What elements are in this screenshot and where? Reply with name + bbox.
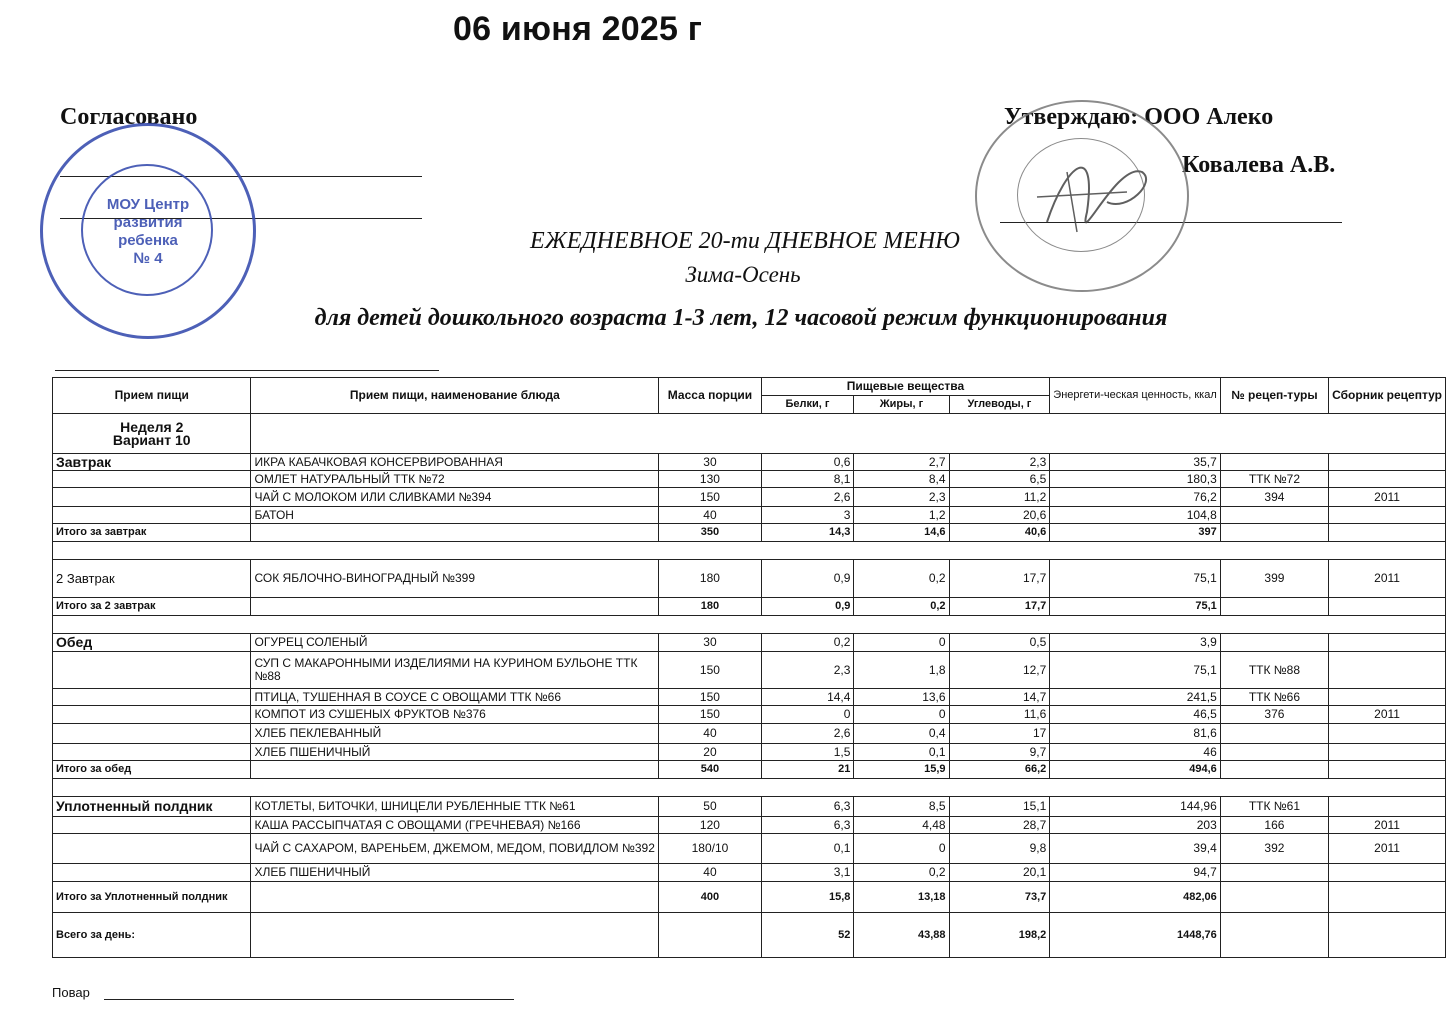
dish-cell: ОГУРЕЦ СОЛЕНЫЙ xyxy=(251,634,659,652)
mass-cell: 180/10 xyxy=(659,834,761,864)
collection-cell xyxy=(1329,744,1446,761)
recipe-cell xyxy=(1220,724,1328,744)
agreed-label: Согласовано xyxy=(60,104,198,130)
meal-cell: 2 Завтрак xyxy=(53,560,251,598)
dish-cell: ИКРА КАБАЧКОВАЯ КОНСЕРВИРОВАННАЯ xyxy=(251,454,659,471)
collection-cell: 2011 xyxy=(1329,834,1446,864)
protein-cell: 2,3 xyxy=(761,652,854,689)
mass-cell: 180 xyxy=(659,598,761,616)
dish-cell: ЧАЙ С МОЛОКОМ ИЛИ СЛИВКАМИ №394 xyxy=(251,488,659,507)
fat-cell: 2,7 xyxy=(854,454,949,471)
meal-cell xyxy=(53,834,251,864)
energy-cell: 39,4 xyxy=(1050,834,1220,864)
protein-cell: 0,1 xyxy=(761,834,854,864)
dish-cell: КАША РАССЫПЧАТАЯ С ОВОЩАМИ (ГРЕЧНЕВАЯ) №166 xyxy=(251,817,659,834)
fat-cell: 15,9 xyxy=(854,761,949,779)
table-total-row xyxy=(53,882,1446,913)
protein-cell: 52 xyxy=(761,913,854,958)
energy-cell: 494,6 xyxy=(1050,761,1220,779)
table-row xyxy=(53,864,1446,882)
fat-cell: 13,6 xyxy=(854,689,949,706)
recipe-cell: 376 xyxy=(1220,706,1328,724)
carbs-cell: 73,7 xyxy=(949,882,1050,913)
header-collection: Сборник рецептур xyxy=(1329,378,1446,414)
protein-cell: 6,3 xyxy=(761,817,854,834)
energy-cell: 75,1 xyxy=(1050,652,1220,689)
dish-cell: ХЛЕБ ПШЕНИЧНЫЙ xyxy=(251,864,659,882)
table-row xyxy=(53,724,1446,744)
carbs-cell: 20,1 xyxy=(949,864,1050,882)
header-recipe: № рецеп-туры xyxy=(1220,378,1328,414)
protein-cell: 1,5 xyxy=(761,744,854,761)
fat-cell: 2,3 xyxy=(854,488,949,507)
signature-line xyxy=(55,370,439,371)
protein-cell: 3,1 xyxy=(761,864,854,882)
meal-cell: Уплотненный полдник xyxy=(53,797,251,817)
approve-label: Утверждаю: ООО Алеко xyxy=(1004,104,1274,130)
collection-cell xyxy=(1329,689,1446,706)
document-date: 06 июня 2025 г xyxy=(453,10,703,48)
collection-cell xyxy=(1329,454,1446,471)
mass-cell: 540 xyxy=(659,761,761,779)
protein-cell: 0,9 xyxy=(761,560,854,598)
recipe-cell xyxy=(1220,744,1328,761)
total-label: Итого за Уплотненный полдник xyxy=(53,882,251,913)
fat-cell: 0,2 xyxy=(854,598,949,616)
energy-cell: 482,06 xyxy=(1050,882,1220,913)
fat-cell: 1,2 xyxy=(854,507,949,524)
energy-cell: 75,1 xyxy=(1050,560,1220,598)
fat-cell: 0,4 xyxy=(854,724,949,744)
table-row xyxy=(53,797,1446,817)
carbs-cell: 198,2 xyxy=(949,913,1050,958)
dish-cell: ХЛЕБ ПЕКЛЕВАННЫЙ xyxy=(251,724,659,744)
mass-cell: 180 xyxy=(659,560,761,598)
dish-cell: КОМПОТ ИЗ СУШЕНЫХ ФРУКТОВ №376 xyxy=(251,706,659,724)
carbs-cell: 20,6 xyxy=(949,507,1050,524)
table-row xyxy=(53,471,1446,488)
dish-cell: СОК ЯБЛОЧНО-ВИНОГРАДНЫЙ №399 xyxy=(251,560,659,598)
recipe-cell: ТТК №66 xyxy=(1220,689,1328,706)
protein-cell: 6,3 xyxy=(761,797,854,817)
mass-cell: 30 xyxy=(659,454,761,471)
mass-cell: 150 xyxy=(659,706,761,724)
mass-cell xyxy=(659,913,761,958)
header-nutrients: Пищевые вещества xyxy=(761,378,1050,396)
carbs-cell: 17,7 xyxy=(949,598,1050,616)
audience-subtitle: для детей дошкольного возраста 1-3 лет, 12 часовой режим функционирования xyxy=(314,305,1168,331)
mass-cell: 40 xyxy=(659,864,761,882)
collection-cell xyxy=(1329,797,1446,817)
cook-label: Повар xyxy=(52,985,90,1000)
protein-cell: 2,6 xyxy=(761,488,854,507)
table-row xyxy=(53,560,1446,598)
carbs-cell: 66,2 xyxy=(949,761,1050,779)
mass-cell: 50 xyxy=(659,797,761,817)
table-total-row xyxy=(53,524,1446,542)
recipe-cell: 392 xyxy=(1220,834,1328,864)
energy-cell: 203 xyxy=(1050,817,1220,834)
stamp-text: МОУ Центр xyxy=(106,196,190,213)
protein-cell: 21 xyxy=(761,761,854,779)
fat-cell: 43,88 xyxy=(854,913,949,958)
energy-cell: 144,96 xyxy=(1050,797,1220,817)
protein-cell: 15,8 xyxy=(761,882,854,913)
meal-cell xyxy=(53,689,251,706)
dish-cell: БАТОН xyxy=(251,507,659,524)
mass-cell: 130 xyxy=(659,471,761,488)
energy-cell: 180,3 xyxy=(1050,471,1220,488)
fat-cell: 0,2 xyxy=(854,560,949,598)
variant-label: Вариант 10 xyxy=(112,431,191,448)
collection-cell xyxy=(1329,724,1446,744)
collection-cell xyxy=(1329,471,1446,488)
energy-cell: 241,5 xyxy=(1050,689,1220,706)
table-row xyxy=(53,706,1446,724)
dish-cell: ПТИЦА, ТУШЕННАЯ В СОУСЕ С ОВОЩАМИ ТТК №66 xyxy=(251,689,659,706)
dish-cell: ЧАЙ С САХАРОМ, ВАРЕНЬЕМ, ДЖЕМОМ, МЕДОМ, ПОВИДЛОМ №392 xyxy=(251,834,659,864)
carbs-cell: 11,6 xyxy=(949,706,1050,724)
collection-cell: 2011 xyxy=(1329,817,1446,834)
carbs-cell: 14,7 xyxy=(949,689,1050,706)
energy-cell: 104,8 xyxy=(1050,507,1220,524)
fat-cell: 8,5 xyxy=(854,797,949,817)
carbs-cell: 12,7 xyxy=(949,652,1050,689)
energy-cell: 81,6 xyxy=(1050,724,1220,744)
mass-cell: 120 xyxy=(659,817,761,834)
carbs-cell: 28,7 xyxy=(949,817,1050,834)
table-row xyxy=(53,689,1446,706)
table-total-row xyxy=(53,598,1446,616)
energy-cell: 46,5 xyxy=(1050,706,1220,724)
mass-cell: 40 xyxy=(659,724,761,744)
cook-signature-line xyxy=(104,999,514,1000)
fat-cell: 0 xyxy=(854,634,949,652)
meal-cell xyxy=(53,488,251,507)
fat-cell: 4,48 xyxy=(854,817,949,834)
header-energy: Энергети-ческая ценность, ккал xyxy=(1050,378,1220,414)
protein-cell: 14,3 xyxy=(761,524,854,542)
header-fat: Жиры, г xyxy=(854,396,949,414)
meal-cell: Обед xyxy=(53,634,251,652)
energy-cell: 94,7 xyxy=(1050,864,1220,882)
collection-cell xyxy=(1329,634,1446,652)
recipe-cell xyxy=(1220,864,1328,882)
recipe-cell: 166 xyxy=(1220,817,1328,834)
table-row xyxy=(53,634,1446,652)
collection-cell: 2011 xyxy=(1329,706,1446,724)
fat-cell: 13,18 xyxy=(854,882,949,913)
fat-cell: 0 xyxy=(854,834,949,864)
fat-cell: 0 xyxy=(854,706,949,724)
table-row xyxy=(53,744,1446,761)
collection-cell xyxy=(1329,507,1446,524)
recipe-cell xyxy=(1220,507,1328,524)
recipe-cell: ТТК №72 xyxy=(1220,471,1328,488)
carbs-cell: 40,6 xyxy=(949,524,1050,542)
carbs-cell: 2,3 xyxy=(949,454,1050,471)
meal-cell xyxy=(53,652,251,689)
header-meal: Прием пищи xyxy=(53,378,251,414)
collection-cell: 2011 xyxy=(1329,560,1446,598)
carbs-cell: 9,7 xyxy=(949,744,1050,761)
fat-cell: 0,1 xyxy=(854,744,949,761)
fat-cell: 0,2 xyxy=(854,864,949,882)
mass-cell: 30 xyxy=(659,634,761,652)
protein-cell: 2,6 xyxy=(761,724,854,744)
mass-cell: 150 xyxy=(659,689,761,706)
energy-cell: 76,2 xyxy=(1050,488,1220,507)
approver-name: Ковалева А.В. xyxy=(1182,152,1336,178)
total-label: Всего за день: xyxy=(53,913,251,958)
protein-cell: 0,9 xyxy=(761,598,854,616)
stamp-text: № 4 xyxy=(133,250,163,267)
table-row xyxy=(53,454,1446,471)
table-row xyxy=(53,507,1446,524)
mass-cell: 150 xyxy=(659,488,761,507)
mass-cell: 150 xyxy=(659,652,761,689)
dish-cell: ХЛЕБ ПШЕНИЧНЫЙ xyxy=(251,744,659,761)
recipe-cell: ТТК №88 xyxy=(1220,652,1328,689)
mass-cell: 40 xyxy=(659,507,761,524)
carbs-cell: 15,1 xyxy=(949,797,1050,817)
table-row xyxy=(53,817,1446,834)
collection-cell: 2011 xyxy=(1329,488,1446,507)
energy-cell: 35,7 xyxy=(1050,454,1220,471)
carbs-cell: 17,7 xyxy=(949,560,1050,598)
meal-cell xyxy=(53,817,251,834)
meal-cell xyxy=(53,706,251,724)
carbs-cell: 17 xyxy=(949,724,1050,744)
header-protein: Белки, г xyxy=(761,396,854,414)
total-label: Итого за завтрак xyxy=(53,524,251,542)
stamp-text: развития ребенка xyxy=(113,214,183,249)
week-variant-cell xyxy=(53,414,251,454)
recipe-cell: 394 xyxy=(1220,488,1328,507)
meal-cell: Завтрак xyxy=(53,454,251,471)
season-subtitle: Зима-Осень xyxy=(685,262,801,287)
recipe-cell xyxy=(1220,454,1328,471)
meal-cell xyxy=(53,864,251,882)
fat-cell: 14,6 xyxy=(854,524,949,542)
dish-cell: СУП С МАКАРОННЫМИ ИЗДЕЛИЯМИ НА КУРИНОМ БУЛЬОНЕ ТТК №88 xyxy=(251,652,659,689)
table-row xyxy=(53,834,1446,864)
total-label: Итого за 2 завтрак xyxy=(53,598,251,616)
energy-cell: 1448,76 xyxy=(1050,913,1220,958)
meal-cell xyxy=(53,507,251,524)
table-row xyxy=(53,652,1446,689)
total-label: Итого за обед xyxy=(53,761,251,779)
protein-cell: 0,6 xyxy=(761,454,854,471)
table-total-row xyxy=(53,761,1446,779)
collection-cell xyxy=(1329,864,1446,882)
meal-cell xyxy=(53,744,251,761)
menu-table xyxy=(52,377,1446,958)
protein-cell: 8,1 xyxy=(761,471,854,488)
table-row xyxy=(53,488,1446,507)
header-dish: Прием пищи, наименование блюда xyxy=(251,378,659,414)
carbs-cell: 0,5 xyxy=(949,634,1050,652)
header-carbs: Углеводы, г xyxy=(949,396,1050,414)
energy-cell: 46 xyxy=(1050,744,1220,761)
table-total-row xyxy=(53,913,1446,958)
carbs-cell: 6,5 xyxy=(949,471,1050,488)
protein-cell: 14,4 xyxy=(761,689,854,706)
header-mass: Масса порции xyxy=(659,378,761,414)
energy-cell: 397 xyxy=(1050,524,1220,542)
recipe-cell: 399 xyxy=(1220,560,1328,598)
collection-cell xyxy=(1329,652,1446,689)
fat-cell: 8,4 xyxy=(854,471,949,488)
carbs-cell: 9,8 xyxy=(949,834,1050,864)
protein-cell: 3 xyxy=(761,507,854,524)
protein-cell: 0,2 xyxy=(761,634,854,652)
protein-cell: 0 xyxy=(761,706,854,724)
mass-cell: 400 xyxy=(659,882,761,913)
recipe-cell: ТТК №61 xyxy=(1220,797,1328,817)
mass-cell: 20 xyxy=(659,744,761,761)
energy-cell: 75,1 xyxy=(1050,598,1220,616)
fat-cell: 1,8 xyxy=(854,652,949,689)
week-label: Неделя 2 xyxy=(120,418,184,435)
mass-cell: 350 xyxy=(659,524,761,542)
energy-cell: 3,9 xyxy=(1050,634,1220,652)
dish-cell: КОТЛЕТЫ, БИТОЧКИ, ШНИЦЕЛИ РУБЛЕННЫЕ ТТК №61 xyxy=(251,797,659,817)
meal-cell xyxy=(53,724,251,744)
menu-title: ЕЖЕДНЕВНОЕ 20-ти ДНЕВНОЕ МЕНЮ xyxy=(530,228,960,254)
meal-cell xyxy=(53,471,251,488)
carbs-cell: 11,2 xyxy=(949,488,1050,507)
dish-cell: ОМЛЕТ НАТУРАЛЬНЫЙ ТТК №72 xyxy=(251,471,659,488)
recipe-cell xyxy=(1220,634,1328,652)
